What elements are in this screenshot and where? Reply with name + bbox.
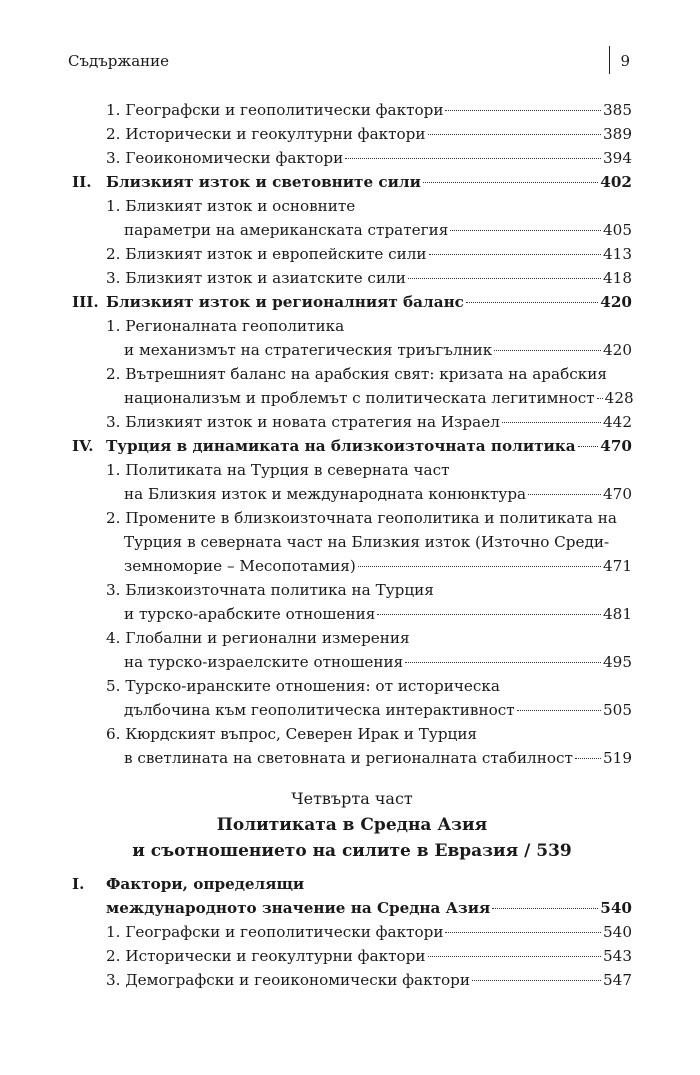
toc-entry-page: 519 (603, 749, 632, 767)
leader-dots (345, 157, 601, 159)
leader-dots (445, 109, 601, 111)
toc-entry[interactable] (72, 626, 632, 674)
toc-chapter[interactable] (72, 290, 632, 314)
toc-entry-label-line1: 1. Регионалната геополитика (106, 317, 345, 335)
toc-entry[interactable] (72, 458, 632, 506)
leader-dots (472, 979, 601, 981)
toc-entry-label-line2: в светлината на световната и регионалната стабилност (124, 749, 573, 767)
leader-dots (575, 757, 601, 759)
toc-entry-label-line1: 1. Близкият изток и основните (106, 197, 356, 215)
leader-dots (423, 181, 598, 183)
leader-dots (429, 253, 601, 255)
toc-entry-label-line1: 5. Турско-иранските отношения: от историческа (106, 677, 500, 695)
toc-entry[interactable] (72, 362, 632, 410)
toc-chapter-page: 420 (600, 293, 632, 311)
toc-entry-label-line2: дълбочина към геополитическа интерактивност (124, 701, 515, 719)
toc-entry-label-line1: 6. Кюрдският въпрос, Северен Ирак и Турция (106, 725, 478, 743)
toc-chapter-label-line1: Фактори, определящи (106, 875, 305, 893)
toc-chapter-label: Близкият изток и регионалният баланс (106, 293, 464, 311)
toc-chapter-label-line2: международното значение на Средна Азия (106, 899, 491, 917)
leader-dots (450, 229, 601, 231)
toc-entry-page: 442 (603, 413, 632, 431)
toc-chapter-label: Близкият изток и световните сили (106, 173, 421, 191)
toc-chapter-number: IV. (72, 437, 94, 455)
table-of-contents (72, 98, 632, 992)
toc-entry-page: 547 (603, 971, 632, 989)
toc-entry[interactable] (72, 944, 632, 968)
toc-chapter[interactable] (72, 434, 632, 458)
toc-entry-label-line2: и турско-арабските отношения (124, 605, 376, 623)
toc-entry-label: 3. Близкият изток и азиатските сили (106, 269, 406, 287)
toc-entry-label: 2. Исторически и геокултурни фактори (106, 125, 426, 143)
leader-dots (445, 931, 601, 933)
toc-entry-label-line1: 1. Политиката на Турция в северната част (106, 461, 450, 479)
toc-entry-label: 2. Исторически и геокултурни фактори (106, 947, 426, 965)
toc-entry-page: 420 (603, 341, 632, 359)
toc-entry[interactable] (72, 578, 632, 626)
leader-dots (528, 493, 601, 495)
toc-entry[interactable] (72, 122, 632, 146)
leader-dots (408, 277, 601, 279)
toc-entry-label-line1: 3. Близкоизточната политика на Турция (106, 581, 434, 599)
leader-dots (492, 907, 598, 909)
leader-dots (597, 397, 603, 399)
toc-entry-label-line2: национализъм и проблемът с политическата легитимност (124, 389, 595, 407)
leader-dots (405, 661, 601, 663)
toc-entry-label-line2: параметри на американската стратегия (124, 221, 449, 239)
toc-entry-label-line2: Турция в северната част на Близкия изток (Източно Среди- (124, 533, 610, 551)
toc-entry[interactable] (72, 674, 632, 722)
running-header (68, 46, 630, 76)
toc-entry-label: 1. Географски и геополитически фактори (106, 923, 444, 941)
toc-entry-label-line1: 4. Глобални и регионални измерения (106, 629, 410, 647)
leader-dots (494, 349, 601, 351)
running-header-title: Съдържание (68, 52, 170, 70)
toc-entry-page: 505 (603, 701, 632, 719)
leader-dots (428, 955, 601, 957)
toc-entry-label: 3. Демографски и геоикономически фактори (106, 971, 470, 989)
toc-entry-label-line3: земноморие – Месопотамия) (124, 557, 356, 575)
part-label: Четвърта част (291, 789, 413, 808)
toc-entry-page: 413 (603, 245, 632, 263)
page-number: 9 (620, 52, 630, 70)
leader-dots (428, 133, 601, 135)
toc-entry-page: 394 (603, 149, 632, 167)
toc-entry[interactable] (72, 98, 632, 122)
toc-entry-page: 418 (603, 269, 632, 287)
toc-entry-page: 385 (603, 101, 632, 119)
toc-entry-label-line2: на Близкия изток и международната конюнктура (124, 485, 527, 503)
part-heading (72, 786, 632, 864)
leader-dots (517, 709, 601, 711)
toc-chapter-number: II. (72, 173, 92, 191)
toc-entry-page: 543 (603, 947, 632, 965)
toc-entry[interactable] (72, 920, 632, 944)
part-title-line2: и съотношението на силите в Евразия / 539 (132, 841, 572, 861)
toc-entry-label: 1. Географски и геополитически фактори (106, 101, 444, 119)
toc-entry-page: 471 (603, 557, 632, 575)
toc-entry[interactable] (72, 410, 632, 434)
toc-entry-label-line1: 2. Промените в близкоизточната геополитика и политиката на (106, 509, 617, 527)
toc-entry-page: 481 (603, 605, 632, 623)
toc-entry[interactable] (72, 242, 632, 266)
part-title-line1: Политиката в Средна Азия (216, 815, 488, 835)
header-divider (609, 46, 610, 74)
toc-chapter-number: I. (72, 875, 85, 893)
toc-chapter-page: 540 (600, 899, 632, 917)
toc-entry-page: 540 (603, 923, 632, 941)
toc-chapter-page: 402 (600, 173, 632, 191)
toc-entry-label: 2. Близкият изток и европейските сили (106, 245, 427, 263)
toc-chapter[interactable] (72, 872, 632, 920)
toc-entry[interactable] (72, 146, 632, 170)
toc-entry-label-line2: на турско-израелските отношения (124, 653, 404, 671)
toc-entry[interactable] (72, 506, 632, 578)
toc-entry-page: 405 (603, 221, 632, 239)
toc-entry-label-line1: 2. Вътрешният баланс на арабския свят: кризата на арабския (106, 365, 607, 383)
leader-dots (502, 421, 601, 423)
toc-entry-page: 495 (603, 653, 632, 671)
toc-entry[interactable] (72, 314, 632, 362)
toc-entry-label: 3. Геоикономически фактори (106, 149, 344, 167)
toc-chapter-page: 470 (600, 437, 632, 455)
toc-entry[interactable] (72, 968, 632, 992)
toc-entry-page: 389 (603, 125, 632, 143)
leader-dots (377, 613, 601, 615)
leader-dots (466, 301, 598, 303)
toc-entry[interactable] (72, 266, 632, 290)
toc-entry-label-line2: и механизмът на стратегическия триъгълник (124, 341, 493, 359)
toc-entry-page: 470 (603, 485, 632, 503)
leader-dots (578, 445, 599, 447)
leader-dots (358, 565, 601, 567)
toc-chapter[interactable] (72, 170, 632, 194)
toc-chapter-label: Турция в динамиката на близкоизточната политика (106, 437, 576, 455)
toc-entry[interactable] (72, 194, 632, 242)
toc-entry-label: 3. Близкият изток и новата стратегия на Израел (106, 413, 500, 431)
toc-entry[interactable] (72, 722, 632, 770)
toc-entry-page: 428 (604, 389, 634, 407)
toc-chapter-number: III. (72, 293, 99, 311)
